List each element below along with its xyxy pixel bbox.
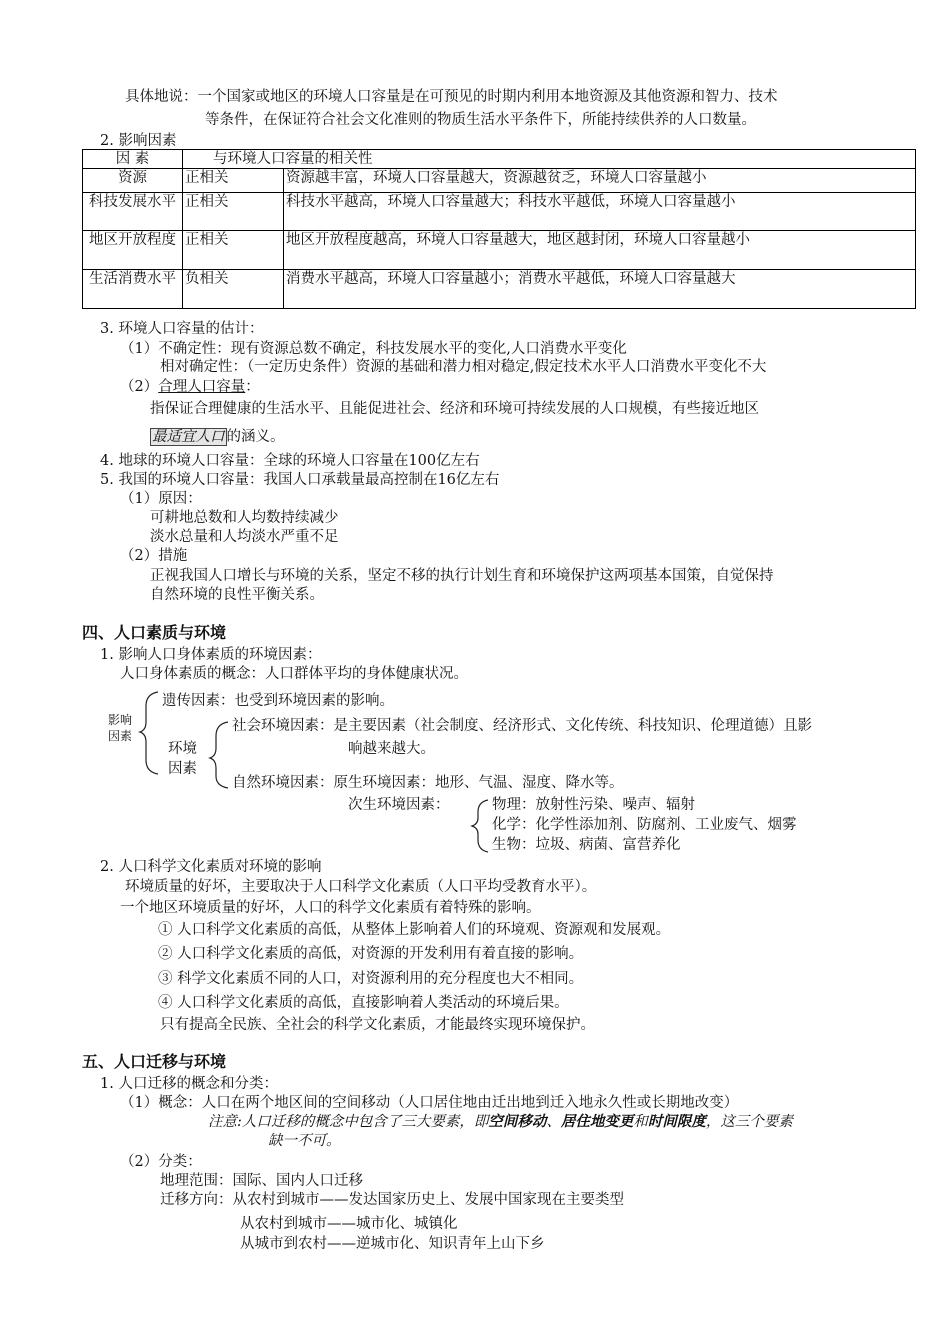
body-quality-concept: 人口身体素质的概念：人口群体平均的身体健康状况。 bbox=[120, 666, 468, 682]
measures-title: （2）措施 bbox=[120, 548, 188, 564]
intro-line-1: 具体地说：一个国家或地区的环境人口容量是在可预见的时期内利用本地资源及其他资源和智力、技术 bbox=[125, 89, 778, 105]
row-factor: 地区开放程度 bbox=[83, 231, 183, 270]
note-keyword-space: 空间移动 bbox=[488, 1113, 547, 1130]
note-keyword-residence: 居住地变更 bbox=[560, 1113, 634, 1130]
optimal-population-tail: 的涵义。 bbox=[226, 429, 285, 445]
conclusion: 只有提高全民族、全社会的科学文化素质，才能最终实现环境保护。 bbox=[160, 1017, 595, 1033]
optimal-population-term: 最适宜人口 bbox=[152, 429, 225, 445]
quality-line-2: 一个地区环境质量的好坏，人口的科学文化素质有着特殊的影响。 bbox=[120, 900, 541, 916]
row-desc: 消费水平越高，环境人口容量越小；消费水平越低，环境人口容量越大 bbox=[284, 270, 916, 309]
quality-line-1: 环境质量的好坏，主要取决于人口科学文化素质（人口平均受教育水平）。 bbox=[125, 879, 597, 895]
reasons-title: （1）原因： bbox=[120, 491, 202, 507]
note-keyword-time: 时间限度 bbox=[647, 1113, 706, 1130]
row-relation: 正相关 bbox=[183, 231, 284, 270]
note-prefix: 注意:人口迁移的概念中包含了三大要素，即 bbox=[208, 1114, 489, 1130]
row-factor: 科技发展水平 bbox=[83, 193, 183, 231]
section-5-title: 5. 我国的环境人口容量：我国人口承载量最高控制在16亿左右 bbox=[100, 472, 500, 488]
reason-1: 可耕地总数和人均数持续减少 bbox=[150, 510, 339, 526]
secondary-brace bbox=[472, 800, 488, 852]
social-factor-1: 社会环境因素：是主要因素（社会制度、经济形式、文化传统、科技知识、伦理道德）且影 bbox=[232, 718, 812, 734]
measure-2: 自然环境的良性平衡关系。 bbox=[150, 587, 324, 603]
point-4: ④ 人口科学文化素质的高低，直接影响着人类活动的环境后果。 bbox=[158, 995, 569, 1011]
environment-label-line2: 因素 bbox=[168, 761, 197, 777]
heading-population-quality: 四、人口素质与环境 bbox=[82, 623, 227, 642]
relative-certainty: 相对确定性：（一定历史条件）资源的基础和潜力相对稳定,假定技术水平人口消费水平变化不大 bbox=[160, 359, 767, 375]
social-factor-2: 响越来越大。 bbox=[348, 741, 435, 757]
point-3: ③ 科学文化素质不同的人口，对资源利用的充分程度也大不相同。 bbox=[158, 971, 584, 987]
row-desc: 科技水平越高，环境人口容量越大；科技水平越低，环境人口容量越小 bbox=[284, 193, 916, 231]
section-2-title: 2. 影响因素 bbox=[100, 133, 177, 149]
influence-label-line2: 因素 bbox=[108, 729, 133, 743]
item-suffix: ： bbox=[245, 379, 260, 395]
migration-note bbox=[208, 1113, 793, 1131]
section-3-title: 3. 环境人口容量的估计： bbox=[100, 321, 264, 337]
row-desc: 地区开放程度越高，环境人口容量越大，地区越封闭，环境人口容量越小 bbox=[284, 231, 916, 270]
environment-brace bbox=[210, 722, 228, 788]
intro-line-2: 等条件，在保证符合社会文化准则的物质生活水平条件下，所能持续供养的人口数量。 bbox=[205, 112, 756, 128]
note-suffix: ，这三个要素 bbox=[705, 1114, 793, 1130]
biological-factor: 生物：垃圾、病菌、富营养化 bbox=[492, 837, 681, 853]
genetic-factor: 遗传因素：也受到环境因素的影响。 bbox=[162, 693, 394, 709]
row-desc: 资源越丰富，环境人口容量越大，资源越贫乏，环境人口容量越小 bbox=[284, 169, 916, 193]
migration-note-line-2: 缺一不可。 bbox=[268, 1133, 341, 1149]
header-relation: 与环境人口容量的相关性 bbox=[183, 150, 916, 169]
reasonable-capacity-term: 合理人口容量 bbox=[158, 379, 246, 395]
row-factor: 资源 bbox=[83, 169, 183, 193]
influence-label-line1: 影响 bbox=[108, 713, 133, 727]
reasonable-capacity-desc: 指保证合理健康的生活水平、且能促进社会、经济和环境可持续发展的人口规模，有些接近地区 bbox=[150, 401, 759, 417]
sec4-item-2: 2. 人口科学文化素质对环境的影响 bbox=[100, 859, 322, 875]
header-factor: 因 素 bbox=[83, 150, 183, 169]
chemical-factor: 化学：化学性添加剂、防腐剂、工业废气、烟雾 bbox=[492, 817, 797, 833]
row-relation: 正相关 bbox=[183, 169, 284, 193]
point-2: ② 人口科学文化素质的高低，对资源的开发利用有着直接的影响。 bbox=[158, 946, 584, 962]
note-and: 和 bbox=[633, 1114, 648, 1130]
sec4-item-1: 1. 影响人口身体素质的环境因素： bbox=[100, 647, 322, 663]
migration-definition: （1）概念：人口在两个地区间的空间移动（人口居住地由迁出地到迁入地永久性或长期地改变） bbox=[120, 1095, 739, 1111]
heading-population-migration: 五、人口迁移与环境 bbox=[82, 1052, 227, 1071]
uncertainty: （1）不确定性：现有资源总数不确定，科技发展水平的变化,人口消费水平变化 bbox=[120, 341, 627, 357]
environment-label-line1: 环境 bbox=[168, 741, 197, 757]
environment-label bbox=[168, 739, 197, 779]
reason-2: 淡水总量和人均淡水严重不足 bbox=[150, 529, 339, 545]
row-relation: 负相关 bbox=[183, 270, 284, 309]
row-factor: 生活消费水平 bbox=[83, 270, 183, 309]
natural-factor: 自然环境因素：原生环境因素：地形、气温、湿度、降水等。 bbox=[232, 775, 624, 791]
note-separator: 、 bbox=[546, 1114, 561, 1130]
geographic-scope: 地理范围：国际、国内人口迁移 bbox=[160, 1173, 363, 1189]
item-prefix: （2） bbox=[120, 379, 159, 395]
physical-factor: 物理：放射性污染、噪声、辐射 bbox=[492, 797, 695, 813]
point-1: ① 人口科学文化素质的高低，从整体上影响着人们的环境观、资源观和发展观。 bbox=[158, 922, 671, 938]
direction-rural-urban: 从农村到城市——城市化、城镇化 bbox=[240, 1216, 458, 1232]
migration-direction: 迁移方向：从农村到城市——发达国家历史上、发展中国家现在主要类型 bbox=[160, 1192, 624, 1208]
row-relation: 正相关 bbox=[183, 193, 284, 231]
classification-title: （2）分类： bbox=[120, 1154, 202, 1170]
sec5-item-1: 1. 人口迁移的概念和分类： bbox=[100, 1076, 278, 1092]
measure-1: 正视我国人口增长与环境的关系，坚定不移的执行计划生育和环境保护这两项基本国策，自觉保持 bbox=[150, 568, 774, 584]
secondary-factor: 次生环境因素： bbox=[348, 797, 450, 813]
section-4-title: 4. 地球的环境人口容量：全球的环境人口容量在100亿左右 bbox=[100, 453, 480, 469]
direction-urban-rural: 从城市到农村——逆城市化、知识青年上山下乡 bbox=[240, 1236, 545, 1252]
influence-brace bbox=[140, 692, 158, 774]
